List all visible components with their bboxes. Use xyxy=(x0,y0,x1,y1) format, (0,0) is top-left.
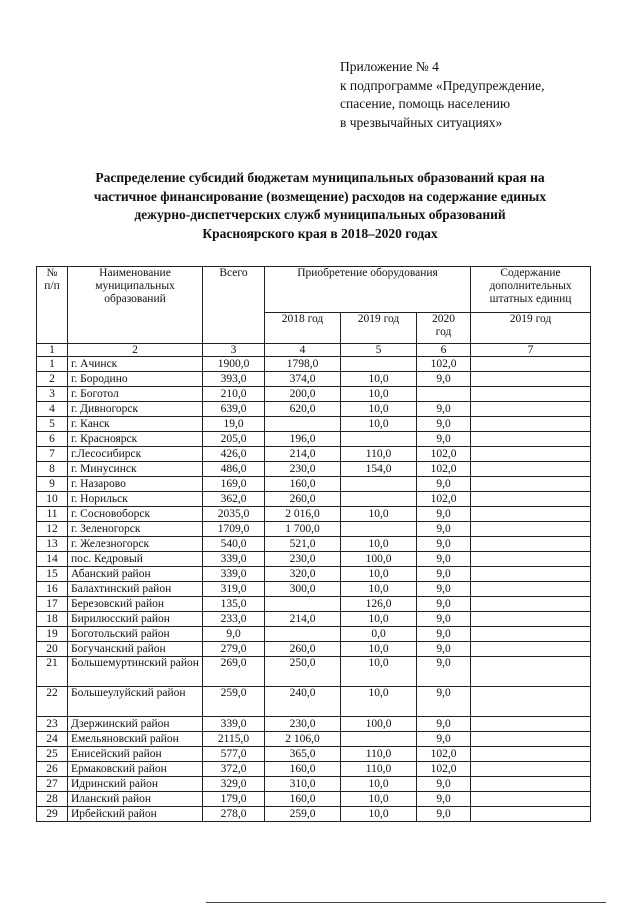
total-value: 179,0 xyxy=(203,792,265,807)
value-2018: 2 106,0 xyxy=(265,732,341,747)
table-row xyxy=(37,402,591,417)
value-2019 xyxy=(341,477,417,492)
value-2020: 9,0 xyxy=(417,477,471,492)
value-2019: 126,0 xyxy=(341,597,417,612)
header-equipment: Приобретение оборудования xyxy=(265,267,471,313)
value-2019: 10,0 xyxy=(341,687,417,717)
municipality-name: Большеулуйский район xyxy=(68,687,203,717)
municipality-name: Березовский район xyxy=(68,597,203,612)
municipality-name: Богучанский район xyxy=(68,642,203,657)
value-2020: 9,0 xyxy=(417,537,471,552)
total-value: 278,0 xyxy=(203,807,265,822)
total-value: 169,0 xyxy=(203,477,265,492)
value-2019: 10,0 xyxy=(341,657,417,687)
value-2020: 9,0 xyxy=(417,552,471,567)
value-2018: 1 700,0 xyxy=(265,522,341,537)
municipality-name: Ермаковский район xyxy=(68,762,203,777)
header-total: Всего xyxy=(203,267,265,344)
colnum: 1 xyxy=(37,344,68,357)
municipality-name: г. Назарово xyxy=(68,477,203,492)
staff-value-2019 xyxy=(471,522,591,537)
value-2018: 160,0 xyxy=(265,762,341,777)
table-row xyxy=(37,747,591,762)
document-title xyxy=(30,169,610,243)
table-row xyxy=(37,507,591,522)
staff-value-2019 xyxy=(471,642,591,657)
value-2020: 9,0 xyxy=(417,402,471,417)
value-2020: 9,0 xyxy=(417,432,471,447)
table-row xyxy=(37,522,591,537)
row-number: 13 xyxy=(37,537,68,552)
row-number: 8 xyxy=(37,462,68,477)
title-line: Красноярского края в 2018–2020 годах xyxy=(202,225,438,241)
value-2020: 9,0 xyxy=(417,687,471,717)
table-row xyxy=(37,762,591,777)
colnum: 5 xyxy=(341,344,417,357)
header-name: Наименование муниципальных образований xyxy=(68,267,203,344)
header-row xyxy=(37,267,591,313)
total-value: 577,0 xyxy=(203,747,265,762)
value-2020: 9,0 xyxy=(417,717,471,732)
value-2018: 230,0 xyxy=(265,717,341,732)
staff-value-2019 xyxy=(471,537,591,552)
municipality-name: г. Норильск xyxy=(68,492,203,507)
municipality-name: Иланский район xyxy=(68,792,203,807)
value-2019: 10,0 xyxy=(341,777,417,792)
value-2018: 374,0 xyxy=(265,372,341,387)
value-2019: 10,0 xyxy=(341,567,417,582)
value-2020: 9,0 xyxy=(417,627,471,642)
staff-value-2019 xyxy=(471,567,591,582)
page-bottom-line xyxy=(206,902,606,903)
value-2020: 102,0 xyxy=(417,492,471,507)
municipality-name: г. Канск xyxy=(68,417,203,432)
staff-value-2019 xyxy=(471,777,591,792)
title-line: частичное финансирование (возмещение) расходов на содержание единых xyxy=(93,188,547,204)
total-value: 2035,0 xyxy=(203,507,265,522)
row-number: 26 xyxy=(37,762,68,777)
value-2018: 214,0 xyxy=(265,447,341,462)
value-2018: 521,0 xyxy=(265,537,341,552)
total-value: 319,0 xyxy=(203,582,265,597)
total-value: 1900,0 xyxy=(203,357,265,372)
colnum: 2 xyxy=(68,344,203,357)
value-2019: 110,0 xyxy=(341,447,417,462)
row-number: 9 xyxy=(37,477,68,492)
value-2019 xyxy=(341,432,417,447)
municipality-name: г.Лесосибирск xyxy=(68,447,203,462)
municipality-name: г. Боготол xyxy=(68,387,203,402)
header-year-2020: 2020 год xyxy=(417,313,471,344)
staff-value-2019 xyxy=(471,627,591,642)
total-value: 205,0 xyxy=(203,432,265,447)
table-row xyxy=(37,777,591,792)
title-line: Распределение субсидий бюджетам муниципальных образований края на xyxy=(95,170,545,185)
municipality-name: г. Красноярск xyxy=(68,432,203,447)
value-2019: 10,0 xyxy=(341,642,417,657)
row-number: 4 xyxy=(37,402,68,417)
value-2018: 320,0 xyxy=(265,567,341,582)
header-num: № п/п xyxy=(37,267,68,344)
value-2019: 10,0 xyxy=(341,402,417,417)
value-2020: 9,0 xyxy=(417,507,471,522)
row-number: 19 xyxy=(37,627,68,642)
total-value: 210,0 xyxy=(203,387,265,402)
value-2019: 10,0 xyxy=(341,387,417,402)
total-value: 339,0 xyxy=(203,717,265,732)
value-2019: 10,0 xyxy=(341,582,417,597)
table-row xyxy=(37,537,591,552)
table-row xyxy=(37,567,591,582)
value-2020: 9,0 xyxy=(417,642,471,657)
table-row xyxy=(37,657,591,687)
municipality-name: Емельяновский район xyxy=(68,732,203,747)
colnum: 3 xyxy=(203,344,265,357)
staff-value-2019 xyxy=(471,657,591,687)
value-2018: 230,0 xyxy=(265,462,341,477)
value-2018: 250,0 xyxy=(265,657,341,687)
total-value: 259,0 xyxy=(203,687,265,717)
row-number: 12 xyxy=(37,522,68,537)
value-2020: 9,0 xyxy=(417,417,471,432)
value-2020: 9,0 xyxy=(417,597,471,612)
value-2018 xyxy=(265,417,341,432)
table-row xyxy=(37,477,591,492)
value-2018 xyxy=(265,627,341,642)
value-2018: 620,0 xyxy=(265,402,341,417)
municipality-name: Идринский район xyxy=(68,777,203,792)
value-2020: 9,0 xyxy=(417,522,471,537)
value-2020: 9,0 xyxy=(417,732,471,747)
staff-value-2019 xyxy=(471,432,591,447)
total-value: 362,0 xyxy=(203,492,265,507)
value-2020: 102,0 xyxy=(417,462,471,477)
municipality-name: пос. Кедровый xyxy=(68,552,203,567)
staff-value-2019 xyxy=(471,492,591,507)
value-2020: 102,0 xyxy=(417,762,471,777)
staff-value-2019 xyxy=(471,507,591,522)
total-value: 329,0 xyxy=(203,777,265,792)
value-2018: 200,0 xyxy=(265,387,341,402)
staff-value-2019 xyxy=(471,807,591,822)
appendix-line: к подпрограмме «Предупреждение, xyxy=(340,77,545,93)
value-2019: 10,0 xyxy=(341,612,417,627)
value-2018: 260,0 xyxy=(265,492,341,507)
row-number: 11 xyxy=(37,507,68,522)
staff-value-2019 xyxy=(471,717,591,732)
value-2019: 100,0 xyxy=(341,552,417,567)
staff-value-2019 xyxy=(471,552,591,567)
table-row xyxy=(37,687,591,717)
staff-value-2019 xyxy=(471,387,591,402)
value-2018: 300,0 xyxy=(265,582,341,597)
table-row xyxy=(37,462,591,477)
header-staff-year-2019: 2019 год xyxy=(471,313,591,344)
value-2018: 1798,0 xyxy=(265,357,341,372)
value-2018: 240,0 xyxy=(265,687,341,717)
municipality-name: Большемуртинский район xyxy=(68,657,203,687)
total-value: 639,0 xyxy=(203,402,265,417)
value-2020: 102,0 xyxy=(417,447,471,462)
row-number: 16 xyxy=(37,582,68,597)
value-2019: 10,0 xyxy=(341,792,417,807)
row-number: 21 xyxy=(37,657,68,687)
staff-value-2019 xyxy=(471,597,591,612)
header-year-2019: 2019 год xyxy=(341,313,417,344)
municipality-name: г. Бородино xyxy=(68,372,203,387)
value-2019: 100,0 xyxy=(341,717,417,732)
row-number: 20 xyxy=(37,642,68,657)
value-2019: 10,0 xyxy=(341,537,417,552)
table-row xyxy=(37,612,591,627)
value-2018: 2 016,0 xyxy=(265,507,341,522)
value-2019: 10,0 xyxy=(341,417,417,432)
total-value: 233,0 xyxy=(203,612,265,627)
value-2020: 9,0 xyxy=(417,582,471,597)
total-value: 269,0 xyxy=(203,657,265,687)
table-row xyxy=(37,807,591,822)
total-value: 339,0 xyxy=(203,552,265,567)
staff-value-2019 xyxy=(471,462,591,477)
total-value: 540,0 xyxy=(203,537,265,552)
row-number: 18 xyxy=(37,612,68,627)
staff-value-2019 xyxy=(471,792,591,807)
staff-value-2019 xyxy=(471,357,591,372)
total-value: 135,0 xyxy=(203,597,265,612)
row-number: 17 xyxy=(37,597,68,612)
municipality-name: г. Зеленогорск xyxy=(68,522,203,537)
value-2019 xyxy=(341,492,417,507)
value-2019: 10,0 xyxy=(341,372,417,387)
table-row xyxy=(37,552,591,567)
value-2018: 196,0 xyxy=(265,432,341,447)
municipality-name: г. Ачинск xyxy=(68,357,203,372)
total-value: 1709,0 xyxy=(203,522,265,537)
row-number: 15 xyxy=(37,567,68,582)
row-number: 25 xyxy=(37,747,68,762)
staff-value-2019 xyxy=(471,687,591,717)
value-2018: 230,0 xyxy=(265,552,341,567)
header-staff: Содержание дополнительных штатных единиц xyxy=(471,267,591,313)
row-number: 27 xyxy=(37,777,68,792)
row-number: 5 xyxy=(37,417,68,432)
value-2019 xyxy=(341,357,417,372)
value-2019 xyxy=(341,522,417,537)
total-value: 393,0 xyxy=(203,372,265,387)
staff-value-2019 xyxy=(471,417,591,432)
municipality-name: Бирилюсский район xyxy=(68,612,203,627)
municipality-name: Ирбейский район xyxy=(68,807,203,822)
appendix-block xyxy=(340,58,630,132)
staff-value-2019 xyxy=(471,402,591,417)
table-row xyxy=(37,792,591,807)
table-row xyxy=(37,357,591,372)
row-number: 28 xyxy=(37,792,68,807)
staff-value-2019 xyxy=(471,477,591,492)
value-2019: 10,0 xyxy=(341,807,417,822)
value-2018: 160,0 xyxy=(265,792,341,807)
row-number: 10 xyxy=(37,492,68,507)
municipality-name: Дзержинский район xyxy=(68,717,203,732)
table-row xyxy=(37,732,591,747)
header-year-2018: 2018 год xyxy=(265,313,341,344)
value-2018: 160,0 xyxy=(265,477,341,492)
total-value: 426,0 xyxy=(203,447,265,462)
value-2019: 154,0 xyxy=(341,462,417,477)
total-value: 279,0 xyxy=(203,642,265,657)
value-2020: 102,0 xyxy=(417,747,471,762)
municipality-name: г. Минусинск xyxy=(68,462,203,477)
staff-value-2019 xyxy=(471,762,591,777)
value-2020: 9,0 xyxy=(417,657,471,687)
value-2019 xyxy=(341,732,417,747)
subsidy-table xyxy=(36,266,591,822)
value-2020: 102,0 xyxy=(417,357,471,372)
total-value: 339,0 xyxy=(203,567,265,582)
total-value: 19,0 xyxy=(203,417,265,432)
value-2018: 365,0 xyxy=(265,747,341,762)
municipality-name: Балахтинский район xyxy=(68,582,203,597)
table-row xyxy=(37,417,591,432)
total-value: 486,0 xyxy=(203,462,265,477)
value-2020: 9,0 xyxy=(417,777,471,792)
table-row xyxy=(37,387,591,402)
total-value: 9,0 xyxy=(203,627,265,642)
municipality-name: Боготольский район xyxy=(68,627,203,642)
colnum: 4 xyxy=(265,344,341,357)
table-row xyxy=(37,597,591,612)
staff-value-2019 xyxy=(471,747,591,762)
table-row xyxy=(37,432,591,447)
staff-value-2019 xyxy=(471,732,591,747)
row-number: 29 xyxy=(37,807,68,822)
value-2019: 10,0 xyxy=(341,507,417,522)
colnum: 7 xyxy=(471,344,591,357)
value-2020: 9,0 xyxy=(417,372,471,387)
total-value: 372,0 xyxy=(203,762,265,777)
value-2019: 110,0 xyxy=(341,762,417,777)
table-row xyxy=(37,717,591,732)
value-2020: 9,0 xyxy=(417,567,471,582)
value-2018: 310,0 xyxy=(265,777,341,792)
municipality-name: г. Сосновоборск xyxy=(68,507,203,522)
total-value: 2115,0 xyxy=(203,732,265,747)
value-2018 xyxy=(265,597,341,612)
appendix-line: в чрезвычайных ситуациях» xyxy=(340,114,503,130)
staff-value-2019 xyxy=(471,612,591,627)
value-2020: 9,0 xyxy=(417,792,471,807)
row-number: 22 xyxy=(37,687,68,717)
colnum: 6 xyxy=(417,344,471,357)
table-row xyxy=(37,627,591,642)
row-number: 24 xyxy=(37,732,68,747)
appendix-line: Приложение № 4 xyxy=(340,59,439,74)
row-number: 1 xyxy=(37,357,68,372)
municipality-name: г. Дивногорск xyxy=(68,402,203,417)
value-2018: 260,0 xyxy=(265,642,341,657)
column-numbers-row xyxy=(37,344,591,357)
row-number: 6 xyxy=(37,432,68,447)
row-number: 14 xyxy=(37,552,68,567)
municipality-name: Енисейский район xyxy=(68,747,203,762)
staff-value-2019 xyxy=(471,582,591,597)
row-number: 7 xyxy=(37,447,68,462)
staff-value-2019 xyxy=(471,447,591,462)
value-2020 xyxy=(417,387,471,402)
appendix-line: спасение, помощь населению xyxy=(340,96,511,111)
row-number: 3 xyxy=(37,387,68,402)
value-2020: 9,0 xyxy=(417,807,471,822)
title-line: дежурно-диспетчерских служб муниципальных образований xyxy=(134,207,506,222)
table-row xyxy=(37,447,591,462)
table-row xyxy=(37,642,591,657)
table-row xyxy=(37,492,591,507)
value-2018: 214,0 xyxy=(265,612,341,627)
value-2019: 110,0 xyxy=(341,747,417,762)
municipality-name: г. Железногорск xyxy=(68,537,203,552)
staff-value-2019 xyxy=(471,372,591,387)
value-2018: 259,0 xyxy=(265,807,341,822)
table-row xyxy=(37,372,591,387)
municipality-name: Абанский район xyxy=(68,567,203,582)
row-number: 2 xyxy=(37,372,68,387)
value-2019: 0,0 xyxy=(341,627,417,642)
row-number: 23 xyxy=(37,717,68,732)
value-2020: 9,0 xyxy=(417,612,471,627)
table-row xyxy=(37,582,591,597)
